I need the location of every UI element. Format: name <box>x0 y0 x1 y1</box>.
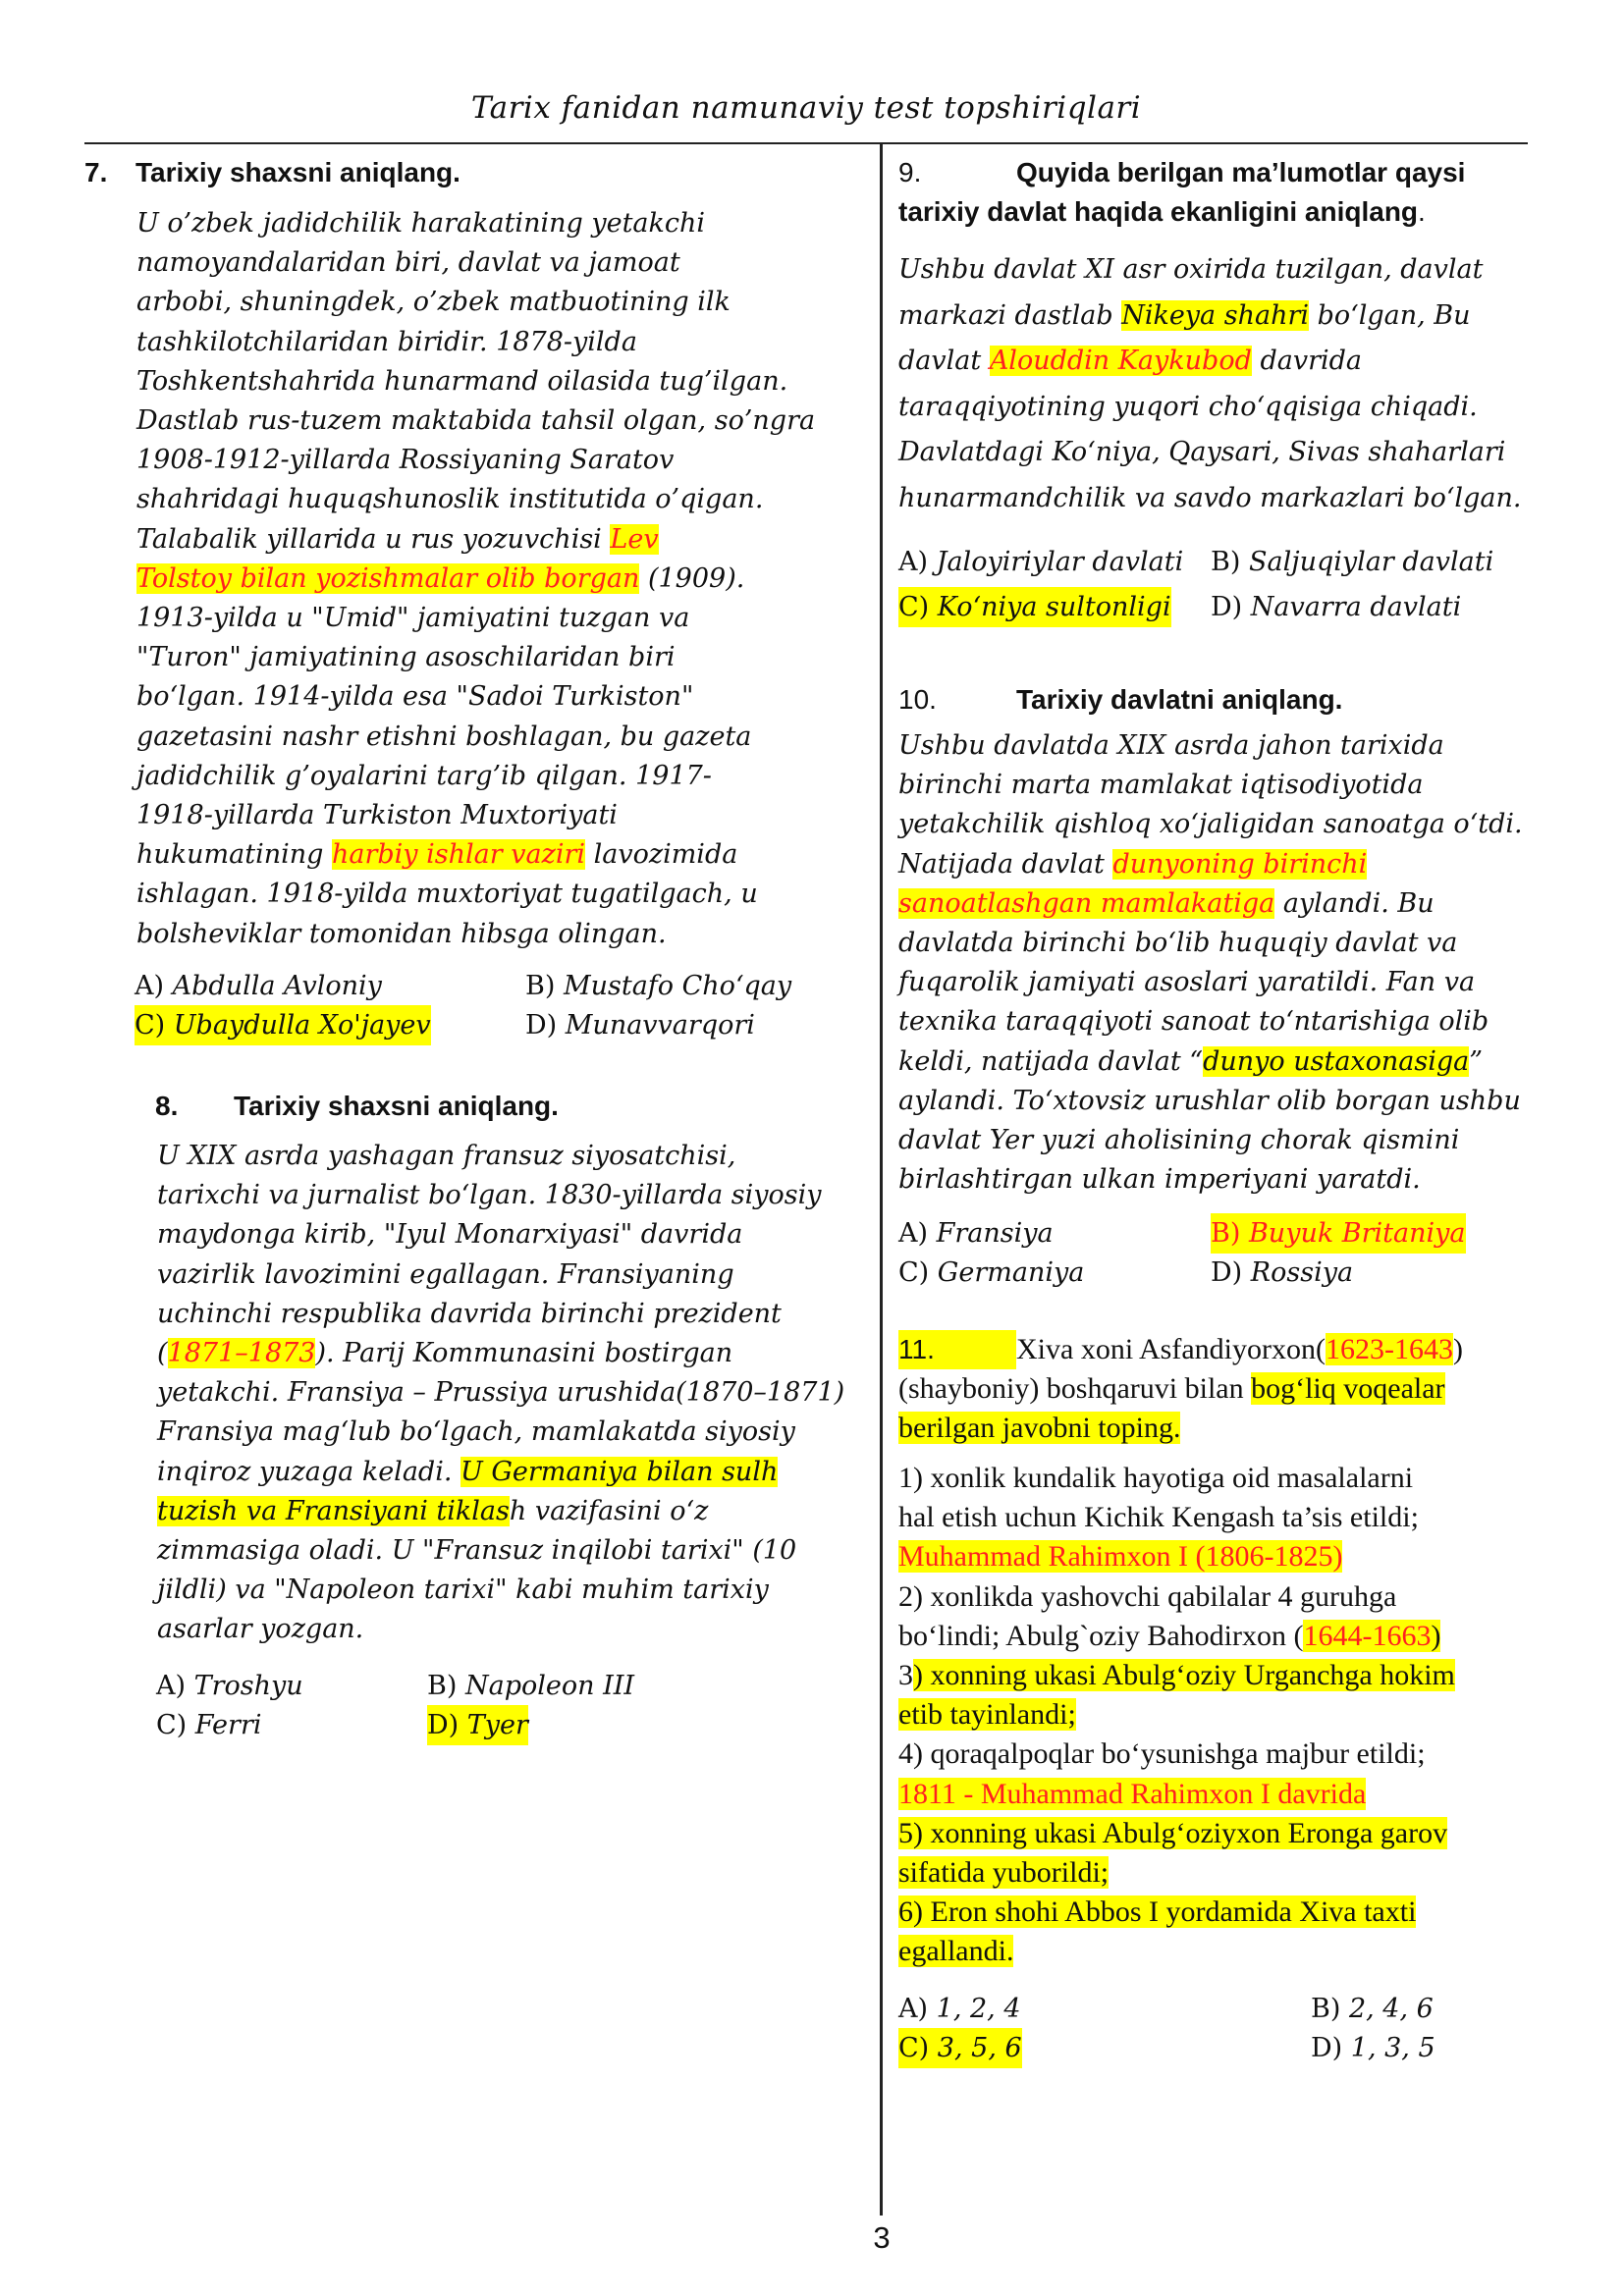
q8-line: zimmasiga oladi. U "Fransuz inqilobi tarixi" (10 <box>157 1535 797 1567</box>
question-9-title-line2: tarixiy davlat haqida ekanligini aniqlang <box>898 196 1419 227</box>
q11-highlight-years: 1623-1643 <box>1325 1333 1453 1365</box>
q11-text: 3 <box>898 1659 913 1692</box>
question-7-body <box>136 204 863 954</box>
q11-text: Xiva xoni Asfandiyorxon( <box>1016 1333 1326 1365</box>
q10-option-b-correct[interactable]: B) Buyuk Britaniya <box>1211 1213 1466 1254</box>
q9-line: hunarmandchilik va savdo markazlari bo‘lgan. <box>898 482 1522 513</box>
q7-line: 1913-yilda u "Umid" jamiyatini tuzgan va <box>136 603 690 634</box>
q10-text: keldi, natijada davlat “ <box>898 1045 1204 1077</box>
q11-text: (shayboniy) boshqaruvi bilan <box>898 1372 1252 1406</box>
q11-highlight-s6b: egallandi. <box>898 1935 1014 1968</box>
q11-statement-line <box>898 1617 1527 1656</box>
q8-line: jildli) va "Napoleon tarixi" kabi muhim tarixiy <box>157 1575 769 1606</box>
q9-line: Davlatdagi Ko‘niya, Qaysari, Sivas shaharlari <box>898 437 1506 467</box>
q7-line <box>136 560 863 599</box>
q7-highlight-vazir: harbiy ishlar vaziri <box>332 839 586 871</box>
question-8-body <box>157 1137 874 1650</box>
q11-text: bo‘lindi; Abulg`oziy Bahodirxon ( <box>898 1619 1304 1652</box>
q11-statement-line: hal etish uchun Kichik Kengash ta’sis etildi; <box>898 1501 1419 1534</box>
q7-line: shahridagi huquqshunoslik institutida o’qigan. <box>136 484 764 515</box>
q11-highlight-years2: 1644-1663 <box>1303 1619 1432 1652</box>
q11-highlight-s5: 5) xonning ukasi Abulg‘oziyxon Eronga garov <box>898 1816 1448 1849</box>
question-10-number: 10. <box>898 684 937 715</box>
q7-highlight-tolstoy: Tolstoy bilan yozishmalar olib borgan <box>136 562 640 594</box>
q10-option-c[interactable]: C) Germaniya <box>898 1257 1085 1288</box>
q10-line <box>898 1042 1527 1082</box>
q7-text: (1909). <box>639 562 745 594</box>
q11-statement-line: 4) qoraqalpoqlar bo‘ysunishga majbur etildi; <box>898 1737 1426 1771</box>
q8-highlight-tiklash: tuzish va Fransiyani tiklas <box>157 1495 510 1526</box>
question-9-title-line1: Quyida berilgan ma’lumotlar qaysi <box>1016 157 1466 187</box>
q11-option-b[interactable]: B) 2, 4, 6 <box>1311 1994 1434 2024</box>
question-11-number: 11. <box>898 1330 1016 1369</box>
q8-line: uchinchi respublika davrida birinchi prezident <box>157 1298 782 1329</box>
q7-line: bo‘lgan. 1914-yilda esa "Sadoi Turkiston" <box>136 681 694 713</box>
q11-highlight-javob: berilgan javobni toping. <box>898 1412 1181 1445</box>
q8-line: vazirlik lavozimini egallagan. Fransiyaning <box>157 1258 734 1290</box>
q9-text: davrida <box>1251 346 1362 376</box>
q10-highlight-ustaxona: dunyo ustaxonasiga <box>1203 1045 1470 1077</box>
q11-option-c-correct[interactable]: C) 3, 5, 6 <box>898 2028 1022 2068</box>
question-8-number: 8. <box>155 1091 179 1121</box>
q8-text: ). Parij Kommunasini bostirgan <box>315 1338 733 1369</box>
q10-option-d[interactable]: D) Rossiya <box>1211 1257 1354 1288</box>
q11-note-rahimxon: Muhammad Rahimxon I (1806-1825) <box>898 1540 1343 1574</box>
q9-highlight-nikeya: Nikeya shahri <box>1121 299 1310 331</box>
question-8-title: Tarixiy shaxsni aniqlang. <box>234 1091 559 1121</box>
q8-line <box>157 1334 874 1373</box>
q10-line: birlashtirgan ulkan imperiyani yaratdi. <box>898 1164 1421 1196</box>
q9-text: bo‘lgan, Bu <box>1309 299 1471 331</box>
q11-text: ) <box>1452 1333 1463 1365</box>
question-7-header <box>84 153 850 192</box>
question-9-body <box>898 247 1527 521</box>
page-number: 3 <box>873 2220 891 2255</box>
q9-line: Ushbu davlat XI asr oxirida tuzilgan, davlat <box>898 254 1484 285</box>
q10-option-a[interactable]: A) Fransiya <box>898 1218 1054 1249</box>
q11-statement-line <box>898 1695 1527 1735</box>
q11-statement-line <box>898 1932 1527 1971</box>
q11-title-line <box>898 1369 1527 1409</box>
question-11-options <box>898 1989 1527 2069</box>
question-11-header <box>898 1330 1527 1449</box>
q10-highlight-sanoat: sanoatlashgan mamlakatiga <box>898 887 1275 919</box>
q8-text: inqiroz yuzaga keladi. <box>157 1456 460 1487</box>
question-10-header <box>898 680 1527 720</box>
q11-highlight-s5b: sifatida yuborildi; <box>898 1856 1110 1890</box>
q7-line: namoyandalaridan biri, davlat va jamoat <box>136 247 680 279</box>
q10-highlight-birinchi: dunyoning birinchi <box>1112 848 1368 880</box>
q8-line: Fransiya mag‘lub bo‘lgach, mamlakatda siyosiy <box>157 1416 795 1448</box>
q8-line: yetakchi. Fransiya – Prussiya urushida(1870–1871) <box>157 1377 845 1409</box>
q9-line: taraqqiyotining yuqori cho‘qqisiga chiqadi. <box>898 391 1478 422</box>
q8-line: asarlar yozgan. <box>157 1614 364 1645</box>
page-header-title: Tarix fanidan namunaviy test topshiriqlari <box>470 90 1142 126</box>
q11-highlight-s6: 6) Eron shohi Abbos I yordamida Xiva taxti <box>898 1896 1417 1929</box>
q7-line: ishlagan. 1918-yilda muxtoriyat tugatilgach, u <box>136 879 758 910</box>
q7-line: Dastlab rus-tuzem maktabida tahsil olgan, so’ngra <box>136 405 816 437</box>
q8-option-c[interactable]: C) Ferri <box>156 1710 262 1740</box>
question-7 <box>84 153 850 192</box>
q10-line: fuqarolik jamiyati asoslari yaratildi. Fan va <box>898 967 1476 998</box>
q10-text: ” <box>1469 1045 1484 1077</box>
q7-text: hukumatining <box>136 839 332 871</box>
q10-text: Natijada davlat <box>898 848 1113 880</box>
q7-option-b[interactable]: B) Mustafo Cho‘qay <box>525 971 792 1001</box>
q8-option-d-correct[interactable]: D) Tyer <box>427 1705 528 1745</box>
question-9-number: 9. <box>898 157 922 187</box>
question-10-body <box>898 726 1527 1200</box>
q11-statement-line <box>898 1775 1527 1814</box>
q9-option-d[interactable]: D) Navarra davlati <box>1211 592 1462 622</box>
q10-line: yetakchilik qishloq xo‘jaligidan sanoatga o‘tdi. <box>898 809 1523 840</box>
question-8-options <box>156 1666 863 1746</box>
q8-option-b[interactable]: B) Napoleon III <box>427 1671 635 1701</box>
q11-title-line <box>898 1330 1527 1369</box>
q9-text: markazi dastlab <box>898 299 1122 331</box>
q7-line <box>136 835 863 875</box>
q7-line: 1908-1912-yillarda Rossiyaning Saratov <box>136 445 675 476</box>
q9-highlight-kaykubod: Alouddin Kaykubod <box>989 346 1252 376</box>
question-7-number: 7. <box>84 157 108 187</box>
q7-option-c-correct[interactable]: C) Ubaydulla Xo'jayev <box>135 1005 431 1045</box>
q11-title-line <box>898 1409 1527 1448</box>
column-divider <box>880 144 883 2216</box>
q7-option-d[interactable]: D) Munavvarqori <box>525 1010 755 1041</box>
q10-line: davlatda birinchi bo‘lib huquqiy davlat va <box>898 928 1458 959</box>
q7-line: Toshkentshahrida hunarmand oilasida tug’ilgan. <box>136 365 788 397</box>
q7-line: 1918-yillarda Turkiston Muxtoriyati <box>136 800 618 831</box>
q9-text: davlat <box>898 346 990 376</box>
question-7-options <box>135 966 861 1046</box>
q7-line: arbobi, shuningdek, o’zbek matbuotining ilk <box>136 287 731 318</box>
q11-statement-line <box>898 1893 1527 1932</box>
q7-line <box>136 520 863 560</box>
q11-statement-line <box>898 1656 1527 1695</box>
q11-option-d[interactable]: D) 1, 3, 5 <box>1311 2033 1435 2063</box>
q9-line <box>898 294 1527 340</box>
question-9-options <box>898 542 1527 630</box>
q11-statement-line: 1) xonlik kundalik hayotiga oid masalalarni <box>898 1462 1414 1494</box>
q9-line <box>898 339 1527 385</box>
q11-option-a[interactable]: A) 1, 2, 4 <box>898 1994 1021 2024</box>
q10-line: texnika taraqqiyoti sanoat to‘ntarishiga olib <box>898 1006 1489 1038</box>
q10-line <box>898 884 1527 924</box>
q10-text: aylandi. Bu <box>1274 887 1435 919</box>
q9-period: . <box>1418 196 1426 227</box>
q10-line: birinchi marta mamlakat iqtisodiyotida <box>898 770 1424 801</box>
q9-option-b[interactable]: B) Saljuqiylar davlati <box>1211 547 1494 577</box>
q10-line: Ushbu davlatda XIX asrda jahon tarixida <box>898 730 1444 761</box>
q11-statement-line: 2) xonlikda yashovchi qabilalar 4 guruhga <box>898 1579 1397 1613</box>
q7-highlight-lev: Lev <box>610 523 659 555</box>
q8-highlight-years: 1871–1873 <box>167 1338 316 1369</box>
question-7-title: Tarixiy shaxsni aniqlang. <box>135 157 460 187</box>
header-rule <box>84 142 1528 144</box>
q7-text: lavozimida <box>585 839 738 871</box>
q7-line: jadidchilik g’oyalarini targ’ib qilgan. 1917- <box>136 760 712 791</box>
q10-line: aylandi. To‘xtovsiz urushlar olib borgan ushbu <box>898 1085 1521 1116</box>
q8-line <box>157 1453 874 1492</box>
q8-line: maydonga kirib, "Iyul Monarxiyasi" davrida <box>157 1219 743 1251</box>
q11-highlight-s3b: etib tayinlandi; <box>898 1698 1076 1732</box>
q7-line: gazetasini nashr etishni boshlagan, bu gazeta <box>136 721 752 752</box>
q11-text: ) <box>1431 1619 1441 1652</box>
q9-option-c-correct[interactable]: C) Ko‘niya sultonligi <box>898 587 1171 627</box>
q11-highlight-s3: ) xonning ukasi Abulg‘oziy Urganchga hokim <box>913 1659 1455 1692</box>
q9-option-a[interactable]: A) Jaloyiriylar davlati <box>898 547 1184 577</box>
q8-highlight-germaniya: U Germaniya bilan sulh <box>460 1456 779 1487</box>
q8-line: U XIX asrda yashagan fransuz siyosatchisi, <box>157 1141 736 1171</box>
q7-line: U o’zbek jadidchilik harakatining yetakchi <box>136 208 706 239</box>
q7-line: bolsheviklar tomonidan hibsga olingan. <box>136 918 667 949</box>
q7-text: Talabalik yillarida u rus yozuvchisi <box>136 523 611 555</box>
question-8-header <box>155 1087 862 1126</box>
q8-text: h vazifasini o‘z <box>509 1495 709 1526</box>
q11-statement-line <box>898 1537 1527 1576</box>
q10-line: davlat Yer yuzi aholisining chorak qismini <box>898 1125 1460 1156</box>
question-10-options <box>898 1213 1527 1294</box>
q7-line: "Turon" jamiyatining asoschilaridan biri <box>136 642 676 673</box>
q8-text: ( <box>157 1338 168 1369</box>
question-11-statements <box>898 1459 1527 1972</box>
q8-line <box>157 1492 874 1531</box>
q7-line: tashkilotchilaridan biridir. 1878-yilda <box>136 326 637 357</box>
question-9-header <box>898 153 1527 232</box>
q11-statement-line <box>898 1814 1527 1853</box>
q11-highlight-boglik: bog‘liq voqealar <box>1251 1372 1445 1406</box>
question-10-title: Tarixiy davlatni aniqlang. <box>1016 684 1343 715</box>
q8-line: tarixchi va jurnalist bo‘lgan. 1830-yillarda siyosiy <box>157 1180 822 1211</box>
q10-line <box>898 845 1527 884</box>
q11-statement-line <box>898 1853 1527 1893</box>
q8-option-a[interactable]: A) Troshyu <box>156 1671 303 1701</box>
q7-option-a[interactable]: A) Abdulla Avloniy <box>135 971 382 1001</box>
q11-note-1811: 1811 - Muhammad Rahimxon I davrida <box>898 1777 1367 1810</box>
